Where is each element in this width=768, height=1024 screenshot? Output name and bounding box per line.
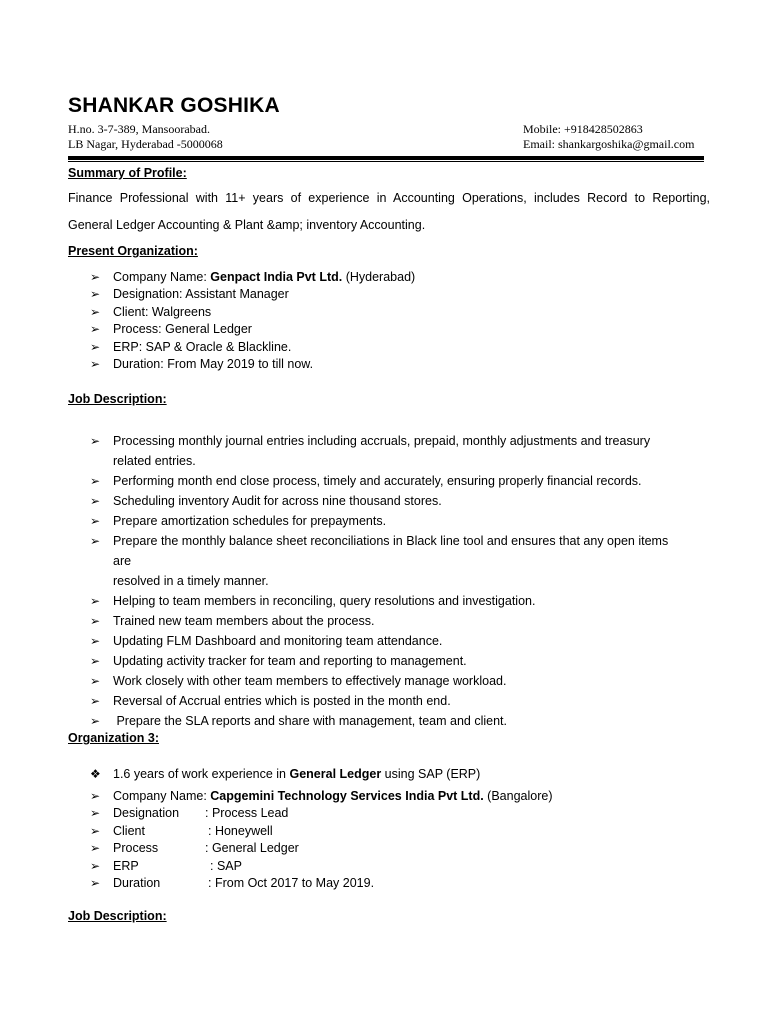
arrow-bullet-icon: ➢: [90, 654, 101, 668]
candidate-name: SHANKAR GOSHIKA: [68, 94, 280, 117]
summary-text: [68, 185, 710, 239]
mobile-number: Mobile: +918428502863: [523, 122, 643, 136]
list-item: ➢ Designation : Process Lead: [0, 805, 673, 822]
arrow-bullet-icon: ➢: [90, 357, 101, 372]
arrow-bullet-icon: ➢: [90, 534, 101, 548]
arrow-bullet-icon: ➢: [90, 841, 101, 856]
arrow-bullet-icon: ➢: [90, 474, 101, 488]
list-item: ➢ Duration : From Oct 2017 to May 2019.: [0, 875, 673, 892]
list-item: ➢ Reversal of Accrual entries which is posted in the month end.: [0, 691, 673, 711]
list-item: ➢ Client: Walgreens: [0, 304, 673, 321]
list-item: ➢ Prepare the monthly balance sheet reconciliations in Black line tool and ensures that any open items are: [0, 531, 673, 571]
address-line-1: H.no. 3-7-389, Mansoorabad.: [68, 122, 210, 136]
arrow-bullet-icon: ➢: [90, 339, 101, 354]
list-item-continuation: resolved in a timely manner.: [113, 574, 269, 588]
list-item: ➢ Client : Honeywell: [0, 823, 673, 840]
list-item: ➢ Updating activity tracker for team and reporting to management.: [0, 651, 673, 671]
arrow-bullet-icon: ➢: [90, 494, 101, 508]
arrow-bullet-icon: ➢: [90, 674, 101, 688]
job-description-heading: Job Description:: [68, 392, 167, 406]
list-item: ➢ Company Name: Genpact India Pvt Ltd. (Hyderabad): [0, 269, 673, 286]
list-item: ➢ Scheduling inventory Audit for across nine thousand stores.: [0, 491, 673, 511]
list-item: ➢ Process : General Ledger: [0, 840, 673, 857]
job-description-list: [0, 431, 768, 731]
arrow-bullet-icon: ➢: [90, 514, 101, 528]
arrow-bullet-icon: ➢: [90, 304, 101, 319]
organization-3-list: [0, 788, 768, 892]
arrow-bullet-icon: ➢: [90, 287, 101, 302]
list-item: ➢ Performing month end close process, timely and accurately, ensuring properly financial records.: [0, 471, 673, 491]
arrow-bullet-icon: ➢: [90, 434, 101, 448]
address-block: [68, 122, 223, 152]
arrow-bullet-icon: ➢: [90, 858, 101, 873]
summary-line-2: General Ledger Accounting & Plant &amp; inventory Accounting.: [68, 218, 426, 232]
list-item: ❖ 1.6 years of work experience in General Ledger using SAP (ERP): [90, 767, 481, 781]
header-divider-thin: [68, 161, 704, 162]
arrow-bullet-icon: ➢: [90, 714, 101, 728]
arrow-bullet-icon: ➢: [90, 789, 101, 803]
arrow-bullet-icon: ➢: [90, 694, 101, 708]
present-org-heading: Present Organization:: [68, 244, 198, 258]
list-item: ➢ ERP : SAP: [0, 858, 673, 875]
arrow-bullet-icon: ➢: [90, 594, 101, 608]
list-item: ➢ Work closely with other team members to effectively manage workload.: [0, 671, 673, 691]
arrow-bullet-icon: ➢: [90, 634, 101, 648]
list-item: ➢ Processing monthly journal entries including accruals, prepaid, monthly adjustments and treasury: [0, 431, 673, 451]
summary-line-1: Finance Professional with 11+ years of experience in Accounting Operations, includes Record to Reporting,: [68, 191, 710, 205]
list-item: ➢ Updating FLM Dashboard and monitoring team attendance.: [0, 631, 673, 651]
diamond-bullet-icon: ❖: [90, 767, 101, 781]
list-item: ➢ Helping to team members in reconciling, query resolutions and investigation.: [0, 591, 673, 611]
list-item: ➢ Company Name: Capgemini Technology Services India Pvt Ltd. (Bangalore): [0, 788, 673, 805]
present-org-list: [0, 269, 768, 373]
address-line-2: LB Nagar, Hyderabad -5000068: [68, 137, 223, 151]
contact-block: [523, 122, 694, 152]
arrow-bullet-icon: ➢: [90, 270, 101, 284]
list-item: ➢ ERP: SAP & Oracle & Blackline.: [0, 339, 673, 356]
organization-3-summary: [0, 765, 768, 783]
list-item: ➢ Prepare the SLA reports and share with management, team and client.: [0, 711, 673, 731]
arrow-bullet-icon: ➢: [90, 322, 101, 337]
summary-heading: Summary of Profile:: [68, 166, 187, 180]
email-address: Email: shankargoshika@gmail.com: [523, 137, 695, 151]
list-item: ➢ Process: General Ledger: [0, 321, 673, 338]
list-item: ➢ Prepare amortization schedules for prepayments.: [0, 511, 673, 531]
arrow-bullet-icon: ➢: [90, 876, 101, 891]
header-divider: [68, 156, 704, 160]
arrow-bullet-icon: ➢: [90, 614, 101, 628]
job-description-heading-2: Job Description:: [68, 909, 167, 923]
organization-3-heading: Organization 3:: [68, 731, 159, 745]
arrow-bullet-icon: ➢: [90, 806, 101, 821]
list-item: ➢ Duration: From May 2019 to till now.: [0, 356, 673, 373]
list-item: ➢ Designation: Assistant Manager: [0, 286, 673, 303]
list-item-continuation: related entries.: [113, 454, 196, 468]
arrow-bullet-icon: ➢: [90, 823, 101, 838]
list-item: ➢ Trained new team members about the process.: [0, 611, 673, 631]
